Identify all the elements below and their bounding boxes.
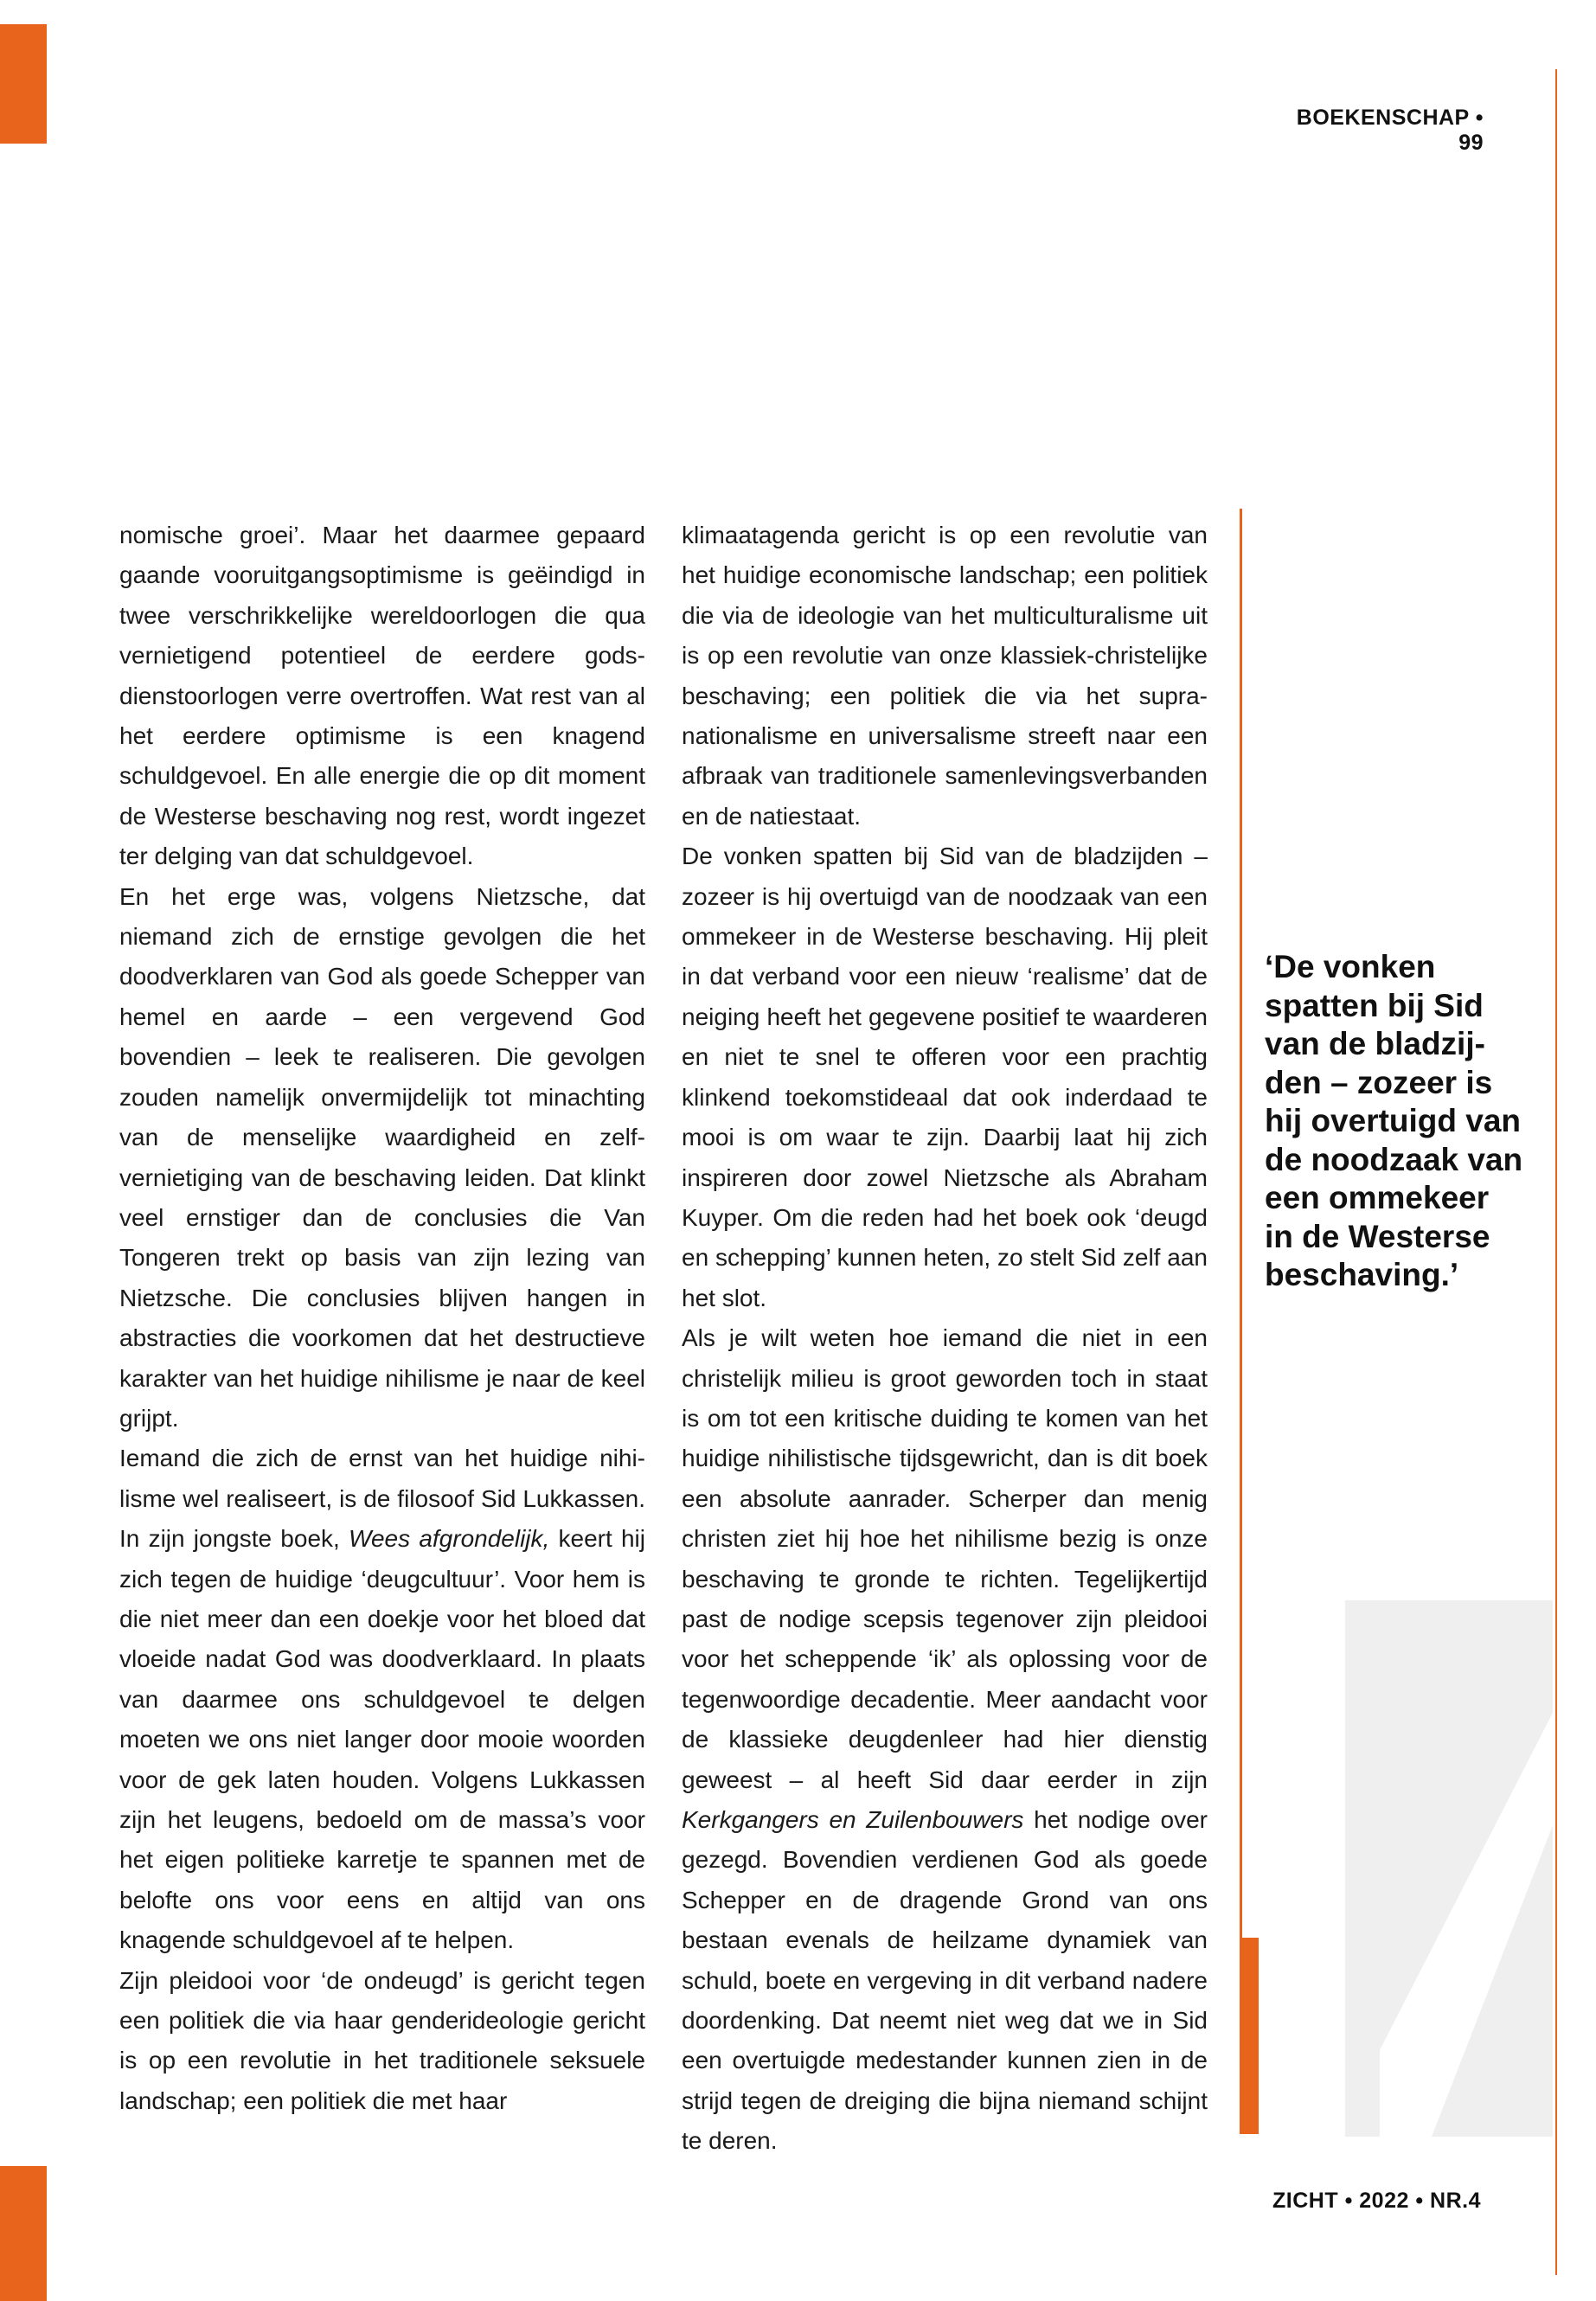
decorative-z-shape xyxy=(1345,1600,1553,2137)
orange-edge-tab-bottom xyxy=(0,2166,47,2301)
paragraph: nomische groei’. Maar het daarmee gepaard gaande vooruitgangsoptimisme is geëindigd in twee verschrikkelijke wereldoorlogen die qua vernietigend potentieel de eerdere godsdienstoorlogen verre overtroffen. Wat rest van al het eerdere optimisme is een knagend schuldgevoel. En alle energie die op dit moment de Westerse beschaving nog rest, wordt ingezet ter delging van dat schuldgevoel. xyxy=(119,522,645,870)
pull-quote-rule xyxy=(1240,509,1242,1938)
paragraph: Iemand die zich de ernst van het huidige nihilisme wel realiseert, is de filosoof Sid Lukkassen. In zijn jongste boek, Wees afgrondelijk, keert hij zich tegen de huidige ‘deugcultuur’. Voor hem is die niet meer dan een doekje voor het bloed dat vloeide nadat God was doodverklaard. In plaats van daarmee ons schuldgevoel te delgen moeten we ons niet langer door mooie woorden voor de gek laten houden. Volgens Lukkassen zijn het leugens, bedoeld om de massa’s voor het eigen politieke karretje te spannen met de belofte ons voor eens en altijd van ons knagende schuldgevoel af te helpen. xyxy=(119,1445,645,1954)
section-title: BOEKENSCHAP xyxy=(1296,106,1470,130)
pull-quote: ‘De vonken spatten bij Sid van de bladzijden – zozeer is hij overtuigd van de noodzaak van een ommekeer in de Westerse beschaving.’ xyxy=(1265,949,1523,1292)
paragraph: Als je wilt weten hoe iemand die niet in een christelijk milieu is groot geworden toch in staat is om tot een kritische duiding te komen van het huidige nihilistische tijdsgewricht, dan is dit boek een absolute aanrader. Scherper dan menig christen ziet hij hoe het nihilisme bezig is onze beschaving te gronde te richten. Tegelijkertijd past de nodige scepsis tegenover zijn pleidooi voor het scheppende ‘ik’ als oplossing voor de tegenwoordige decadentie. Meer aandacht voor de klassieke deugdenleer had hier dienstig geweest – al heeft Sid daar eerder in zijn Kerkgangers en Zuilenbouwers het nodige over gezegd. Bovendien verdienen God als goede Schepper en de dragende Grond van ons bestaan evenals de heilzame dynamiek van schuld, boete en vergeving in dit verband nadere doordenking. Dat neemt niet weg dat we in Sid een overtuigde medestander kunnen zien in de strijd tegen de dreiging die bijna niemand schijnt te deren. xyxy=(682,1324,1208,2155)
running-header xyxy=(1272,106,1484,156)
header-separator: • xyxy=(1469,106,1484,130)
book-title: Wees afgrondelijk, xyxy=(349,1525,550,1553)
paragraph: klimaatagenda gericht is op een revolutie van het huidige economische landschap; een politiek die via de ideologie van het multiculturalisme uit is op een revolutie van onze klassiek-christelijke beschaving; een politiek die via het supra-nationalisme en universalisme streeft naar een afbraak van traditionele samenlevingsverbanden en de natiestaat. xyxy=(682,522,1208,830)
pull-quote-rule-accent xyxy=(1240,1938,1259,2134)
paragraph: De vonken spatten bij Sid van de bladzijden – zozeer is hij overtuigd van de noodzaak van een ommekeer in de Westerse beschaving. Hij pleit in dat verband voor een nieuw ‘realisme’ dat de neiging heeft het gegevene positief te waarderen en niet te snel te offeren voor een prachtig klinkend toekomstideaal dat ook inderdaad te mooi is om waar te zijn. Daarbij laat hij zich inspireren door zowel Nietzsche als Abraham Kuyper. Om die reden had het boek ook ‘deugd en schepping’ kunnen heten, zo stelt Sid zelf aan het slot. xyxy=(682,843,1208,1311)
book-title: Kerkgangers en Zuilenbouwers xyxy=(682,1806,1024,1833)
paragraph: Zijn pleidooi voor ‘de ondeugd’ is gericht tegen een politiek die via haar genderideologie gericht is op een revolutie in het traditionele seksuele landschap; een politiek die met haar xyxy=(119,1966,645,2114)
page-number: 99 xyxy=(1458,131,1484,155)
text-column-left xyxy=(119,516,645,2121)
text-column-right xyxy=(682,516,1208,2162)
orange-edge-tab-top xyxy=(0,24,47,144)
running-footer: ZICHT • 2022 • NR.4 xyxy=(1272,2189,1481,2213)
paragraph: En het erge was, volgens Nietzsche, dat niemand zich de ernstige gevolgen die het doodverklaren van God als goede Schepper van hemel en aarde – een vergevend God bovendien – leek te realiseren. Die gevolgen zouden namelijk onvermijdelijk tot minachting van de menselijke waardigheid en zelfvernietiging van de beschaving leiden. Dat klinkt veel ernstiger dan de conclusies die Van Tongeren trekt op basis van zijn lezing van Nietzsche. Die conclusies blijven hangen in abstracties die voorkomen dat het destructieve karakter van het huidige nihilisme je naar de keel grijpt. xyxy=(119,882,645,1432)
page-edge-rule xyxy=(1555,69,1557,2275)
